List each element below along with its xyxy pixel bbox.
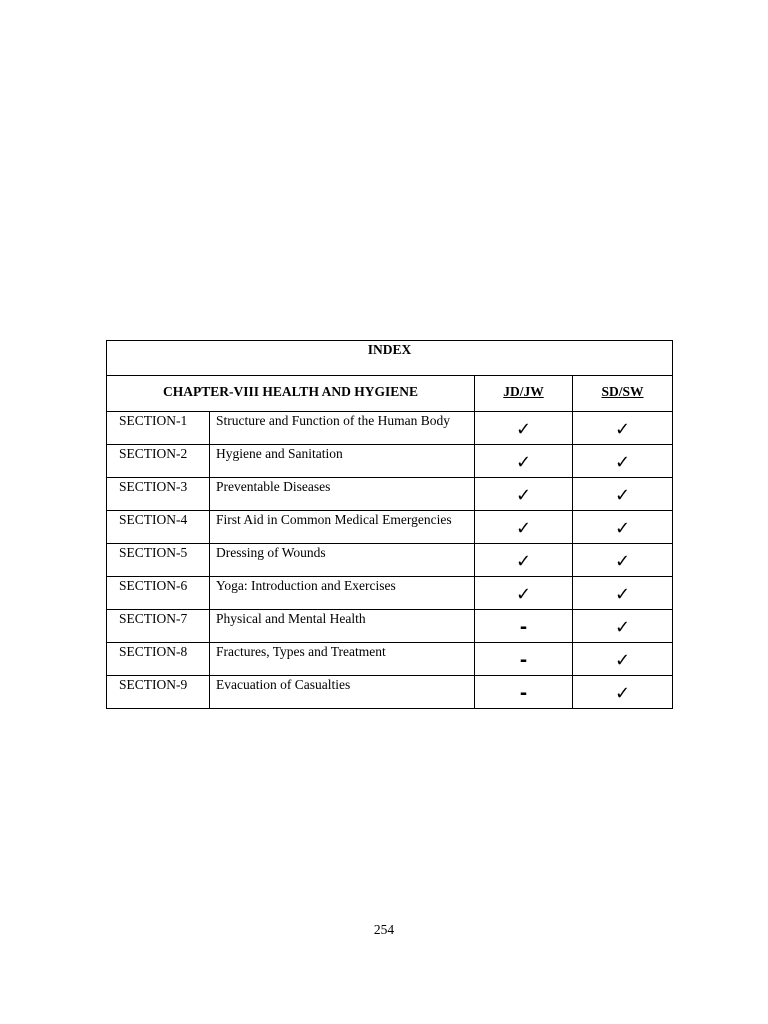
page-number: 254	[373, 922, 395, 937]
section-row	[107, 577, 673, 610]
sd-sw-mark: ✓	[573, 544, 673, 577]
jd-jw-mark: -	[475, 643, 573, 676]
section-label: SECTION-7	[107, 610, 210, 643]
chapter-heading: CHAPTER-VIII HEALTH AND HYGIENE	[107, 376, 475, 412]
sd-sw-mark: ✓	[573, 412, 673, 445]
index-table	[106, 340, 673, 709]
section-row	[107, 676, 673, 709]
section-title: Physical and Mental Health	[210, 610, 475, 643]
header-row	[107, 376, 673, 412]
section-title: Preventable Diseases	[210, 478, 475, 511]
column-label-sd-sw: SD/SW	[601, 383, 644, 399]
jd-jw-mark: ✓	[475, 544, 573, 577]
section-label: SECTION-1	[107, 412, 210, 445]
section-title: Hygiene and Sanitation	[210, 445, 475, 478]
section-row	[107, 445, 673, 478]
jd-jw-mark: ✓	[475, 577, 573, 610]
section-title: First Aid in Common Medical Emergencies	[210, 511, 475, 544]
jd-jw-mark: ✓	[475, 511, 573, 544]
jd-jw-mark: -	[475, 610, 573, 643]
sd-sw-mark: ✓	[573, 643, 673, 676]
section-label: SECTION-2	[107, 445, 210, 478]
section-row	[107, 610, 673, 643]
jd-jw-mark: ✓	[475, 478, 573, 511]
section-title: Dressing of Wounds	[210, 544, 475, 577]
column-header-jd-jw	[475, 376, 573, 412]
section-row	[107, 643, 673, 676]
section-label: SECTION-9	[107, 676, 210, 709]
section-label: SECTION-3	[107, 478, 210, 511]
column-label-jd-jw: JD/JW	[503, 383, 544, 399]
sd-sw-mark: ✓	[573, 478, 673, 511]
section-title: Structure and Function of the Human Body	[210, 412, 475, 445]
index-title: INDEX	[107, 341, 673, 376]
section-row	[107, 478, 673, 511]
section-title: Evacuation of Casualties	[210, 676, 475, 709]
section-label: SECTION-4	[107, 511, 210, 544]
index-title-row	[107, 341, 673, 376]
jd-jw-mark: ✓	[475, 445, 573, 478]
section-label: SECTION-8	[107, 643, 210, 676]
section-title: Fractures, Types and Treatment	[210, 643, 475, 676]
sd-sw-mark: ✓	[573, 577, 673, 610]
sd-sw-mark: ✓	[573, 511, 673, 544]
section-title: Yoga: Introduction and Exercises	[210, 577, 475, 610]
sd-sw-mark: ✓	[573, 676, 673, 709]
column-header-sd-sw	[573, 376, 673, 412]
section-row	[107, 544, 673, 577]
section-label: SECTION-5	[107, 544, 210, 577]
jd-jw-mark: ✓	[475, 412, 573, 445]
section-row	[107, 511, 673, 544]
jd-jw-mark: -	[475, 676, 573, 709]
sd-sw-mark: ✓	[573, 445, 673, 478]
sd-sw-mark: ✓	[573, 610, 673, 643]
section-label: SECTION-6	[107, 577, 210, 610]
section-row	[107, 412, 673, 445]
